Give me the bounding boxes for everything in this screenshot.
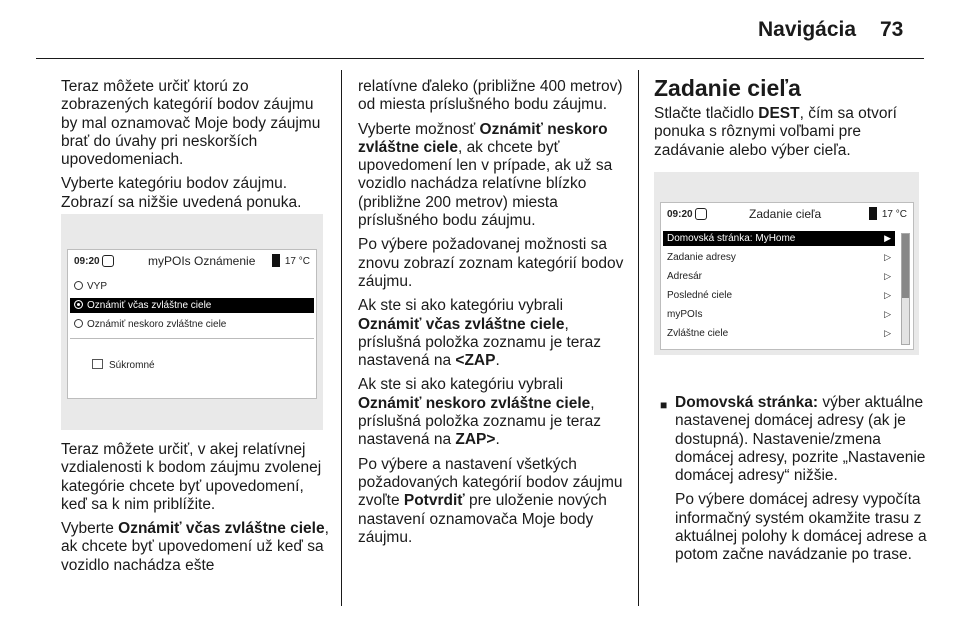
text: , príslušná položka zoznamu je teraz nastavená na bbox=[358, 394, 601, 449]
option-label: Oznámiť neskoro zvláštne ciele bbox=[87, 319, 227, 330]
column-divider-right bbox=[638, 70, 639, 606]
menu-item-pois[interactable] bbox=[663, 326, 895, 341]
menu-item-address[interactable] bbox=[663, 250, 895, 265]
page-number: 73 bbox=[880, 18, 904, 41]
screen-heading: myPOIs Oznámenie bbox=[148, 254, 256, 268]
menu-list bbox=[663, 231, 895, 347]
column-divider-left bbox=[341, 70, 342, 606]
option-off[interactable] bbox=[74, 279, 310, 294]
paragraph: Po výbere domácej adresy vypočíta informačný systém okamžite trasu z aktuálnej polohy k domácej adrese a potom začne navádzanie po trase. bbox=[675, 491, 927, 564]
scrollbar[interactable] bbox=[901, 233, 910, 345]
chevron-right-icon: ▷ bbox=[884, 290, 891, 300]
column-1-bottom bbox=[61, 441, 331, 581]
paragraph bbox=[61, 520, 331, 575]
menu-item-recent[interactable] bbox=[663, 288, 895, 303]
clock-text: 09:20 bbox=[74, 256, 100, 267]
bullet-item bbox=[675, 394, 933, 571]
section-title: Zadanie cieľa bbox=[654, 75, 801, 101]
bold-text: <ZAP bbox=[455, 352, 496, 370]
text: pre uloženie nových nastavení oznamovača Moje body záujmu. bbox=[358, 492, 607, 546]
text: Ak ste si ako kategóriu vybrali bbox=[358, 376, 564, 394]
screen-divider bbox=[70, 338, 314, 339]
radio-off-icon bbox=[74, 319, 83, 328]
menu-item-mypois[interactable] bbox=[663, 307, 895, 322]
screen-figure-2 bbox=[654, 172, 919, 355]
paragraph: Teraz môžete určiť, v akej relatívnej vzdialenosti k bodom záujmu zvolenej kategórie chcete byť upovedomení, keď sa k nim priblížite. bbox=[61, 441, 322, 513]
paragraph: relatívne ďaleko (približne 400 metrov) od miesta príslušného bodu záujmu. bbox=[358, 78, 623, 114]
bold-text: Oznámiť včas zvláštne ciele bbox=[358, 315, 565, 333]
text: , príslušná položka zoznamu je teraz nastavená na bbox=[358, 315, 601, 370]
option-label: Oznámiť včas zvláštne ciele bbox=[87, 300, 212, 311]
phone-icon bbox=[272, 254, 280, 267]
display-screen bbox=[660, 202, 914, 350]
page-header-title: Navigácia bbox=[758, 18, 857, 41]
text: . bbox=[495, 431, 500, 449]
private-button[interactable] bbox=[92, 358, 155, 373]
paragraph bbox=[358, 376, 630, 449]
paragraph bbox=[358, 121, 630, 231]
column-3 bbox=[654, 74, 934, 166]
scrollbar-thumb[interactable] bbox=[902, 234, 909, 298]
chevron-right-icon: ▷ bbox=[884, 252, 891, 262]
text: , ak chcete byť upovedomení už keď sa vozidlo nachádza ešte bbox=[61, 520, 329, 574]
text: Vyberte možnosť bbox=[358, 120, 480, 138]
chevron-right-icon: ▶ bbox=[884, 233, 891, 243]
menu-label: Adresár bbox=[667, 271, 703, 282]
clock-icon bbox=[102, 255, 114, 267]
clock-text: 09:20 bbox=[667, 209, 693, 220]
text: , ak chcete byť upovedomení len v prípade, ak už sa vozidlo nachádza relatívne blízko (približne 200 metrov) miesta príslušného bodu záujmu. bbox=[358, 138, 613, 230]
temperature: 17 °C bbox=[881, 209, 907, 220]
radio-on-icon bbox=[74, 300, 83, 309]
paragraph bbox=[654, 105, 934, 160]
chevron-right-icon: ▷ bbox=[884, 309, 891, 319]
screen-heading: Zadanie cieľa bbox=[749, 207, 822, 221]
text: Vyberte bbox=[61, 520, 119, 538]
display-screen bbox=[67, 249, 317, 399]
temperature: 17 °C bbox=[284, 256, 310, 267]
bullet-icon: ■ bbox=[660, 398, 668, 412]
bold-text: Oznámiť neskoro zvláštne ciele bbox=[358, 394, 591, 412]
paragraph: Vyberte kategóriu bodov záujmu. Zobrazí sa nižšie uvedená ponuka. bbox=[61, 175, 302, 211]
clock-icon bbox=[695, 208, 707, 220]
text: . bbox=[495, 352, 500, 370]
chevron-right-icon: ▷ bbox=[884, 328, 891, 338]
status-bar bbox=[661, 203, 913, 225]
menu-item-home[interactable] bbox=[663, 231, 895, 246]
bold-text: Oznámiť neskoro zvláštne ciele bbox=[358, 120, 608, 156]
phone-icon bbox=[869, 207, 877, 220]
text: výber aktuálne nastavenej domácej adresy (ak je dostupná). Nastavenie/zmena domácej adresy, pozrite „Nastavenie domácej adresy“ nižšie. bbox=[675, 394, 926, 485]
private-icon bbox=[92, 359, 103, 369]
menu-label: Domovská stránka: MyHome bbox=[667, 233, 796, 244]
screen-figure-1 bbox=[61, 214, 323, 430]
bold-text: Oznámiť včas zvláštne ciele bbox=[118, 520, 325, 538]
text: , čím sa otvorí ponuka s rôznymi voľbami pre zadávanie alebo výber cieľa. bbox=[654, 105, 897, 159]
text: Stlačte tlačidlo bbox=[654, 105, 759, 122]
radio-off-icon bbox=[74, 281, 83, 290]
menu-item-contacts[interactable] bbox=[663, 269, 895, 284]
text: Ak ste si ako kategóriu vybrali bbox=[358, 297, 564, 315]
header-rule bbox=[36, 58, 924, 59]
paragraph: Po výbere požadovanej možnosti sa znovu zobrazí zoznam kategórií bodov záujmu. bbox=[358, 236, 624, 290]
menu-label: Posledné ciele bbox=[667, 290, 733, 301]
paragraph bbox=[675, 394, 933, 485]
bold-text: DEST bbox=[758, 105, 800, 122]
text: Po výbere a nastavení všetkých požadovaných kategórií bodov záujmu zvoľte bbox=[358, 455, 623, 510]
chevron-right-icon: ▷ bbox=[884, 271, 891, 281]
option-label: VYP bbox=[87, 281, 108, 292]
paragraph: Teraz môžete určiť ktorú zo zobrazených kategórií bodov záujmu by mal oznamovač Moje body záujmu brať do úvahy pri neskorších upovedomeniach. bbox=[61, 78, 321, 169]
menu-label: Zadanie adresy bbox=[667, 252, 736, 263]
bold-text: ZAP> bbox=[455, 431, 496, 449]
status-bar bbox=[68, 250, 316, 272]
paragraph bbox=[358, 297, 630, 370]
paragraph bbox=[358, 456, 630, 547]
column-1-top bbox=[61, 78, 331, 218]
option-late[interactable] bbox=[74, 317, 310, 332]
bold-text: Potvrdiť bbox=[403, 492, 465, 510]
menu-label: myPOIs bbox=[667, 309, 703, 320]
option-early[interactable] bbox=[70, 298, 314, 313]
private-label: Súkromné bbox=[109, 360, 155, 371]
bold-text: Domovská stránka: bbox=[675, 394, 819, 411]
column-2 bbox=[358, 78, 630, 553]
menu-label: Zvláštne ciele bbox=[667, 328, 729, 339]
